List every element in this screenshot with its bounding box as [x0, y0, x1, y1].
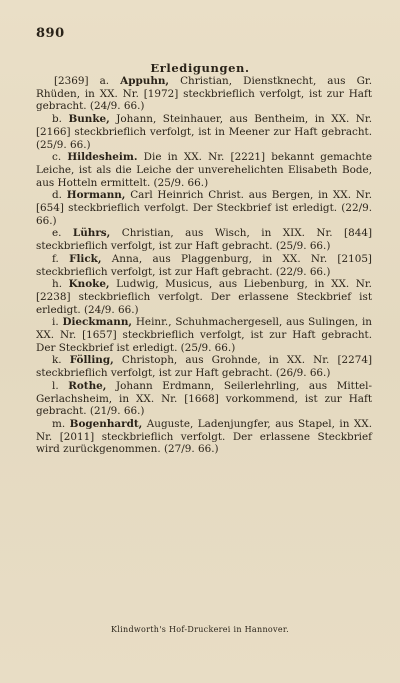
entry-h [36, 278, 372, 316]
entry-text: Christian, Dienstknecht, aus Gr. Rhüden, in XX. Nr. [1972] steckbrieflich verfolgt, ist zur Haft gebracht. (24/9. 66.) [36, 75, 372, 113]
entry-prefix: d. [52, 189, 67, 202]
entry-d [36, 189, 372, 227]
entry-prefix: m. [52, 417, 70, 430]
printer-imprint: Klindworth's Hof-Druckerei in Hannover. [111, 625, 289, 634]
entry-name: Bogenhardt, [69, 417, 143, 430]
entry-name: Rothe, [68, 379, 107, 392]
entry-text: Christoph, aus Grohnde, in XX. Nr. [2274] steckbrieflich verfolgt, ist zur Haft gebracht. (26/9. 66.) [36, 354, 372, 380]
entry-name: Fölling, [69, 354, 114, 367]
entry-prefix: e. [52, 227, 73, 240]
section-heading: Erledigungen. [150, 61, 250, 75]
entry-prefix: c. [52, 151, 68, 164]
entry-text: Carl Heinrich Christ. aus Bergen, in XX. Nr. [654] steckbrieflich verfolgt. Der Steckbrief ist erledigt. (22/9. 66.) [36, 189, 372, 227]
entry-e [36, 227, 372, 252]
entry-prefix: [2369] a. [54, 75, 121, 87]
entry-text: Auguste, Ladenjungfer, aus Stapel, in XX. Nr. [2011] steckbrieflich verfolgt. Der erlassene Steckbrief wird zurückgenommen. (27/9. 66.) [36, 417, 373, 456]
entry-prefix: f. [52, 252, 70, 265]
entry-prefix: l. [52, 379, 69, 392]
entry-i [36, 316, 372, 354]
entry-m [36, 418, 372, 456]
entry-prefix: i. [52, 316, 63, 329]
entry-text: Anna, aus Plaggenburg, in XX. Nr. [2105] steckbrieflich verfolgt, ist zur Haft gebracht. (22/9. 66.) [36, 252, 372, 278]
entry-text: Johann Erdmann, Seilerlehrling, aus Mittel-Gerlachsheim, in XX. Nr. [1668] vorkommend, ist zur Haft gebracht. (21/9. 66.) [36, 379, 372, 418]
entry-text: Christian, aus Wisch, in XIX. Nr. [844] steckbrieflich verfolgt, ist zur Haft gebracht. (25/9. 66.) [36, 227, 372, 253]
entry-prefix: h. [52, 278, 69, 291]
entry-prefix: k. [52, 354, 70, 367]
entry-c [36, 151, 372, 189]
entry-f [36, 253, 372, 278]
entry-text: Ludwig, Musicus, aus Liebenburg, in XX. Nr. [2238] steckbrieflich verfolgt. Der erlassene Steckbrief ist erledigt. (24/9. 66.) [36, 278, 372, 316]
entry-name: Hormann, [66, 189, 126, 202]
entries-list [36, 75, 372, 456]
entry-name: Flick, [69, 252, 102, 265]
entry-name: Hildesheim. [67, 151, 138, 164]
entry-text: Johann, Steinhauer, aus Bentheim, in XX. Nr. [2166] steckbrieflich verfolgt, ist in Meener zur Haft gebracht. (25/9. 66.) [36, 113, 373, 151]
entry-k [36, 354, 372, 379]
entry-text: Heinr., Schuhmachergesell, aus Sulingen, in XX. Nr. [1657] steckbrieflich verfolgt, ist zur Haft gebracht. Der Steckbrief ist erledigt. (25/9. 66.) [36, 316, 372, 354]
entry-b [36, 113, 372, 151]
entry-text: Die in XX. Nr. [2221] bekannt gemachte Leiche, ist als die Leiche der unverehelichten Elisabeth Bode, aus Hotteln ermittelt. (25/9. 66.) [36, 151, 372, 189]
entry-prefix: b. [52, 113, 69, 126]
entry-name: Bunke, [68, 113, 110, 126]
entry-name: Dieckmann, [62, 316, 133, 329]
entry-a [36, 75, 372, 113]
entry-name: Knoke, [68, 278, 110, 291]
entry-name: Lührs, [72, 227, 111, 240]
entry-l [36, 380, 372, 418]
entry-name: Appuhn, [120, 75, 170, 87]
page-number: 890 [36, 26, 65, 41]
